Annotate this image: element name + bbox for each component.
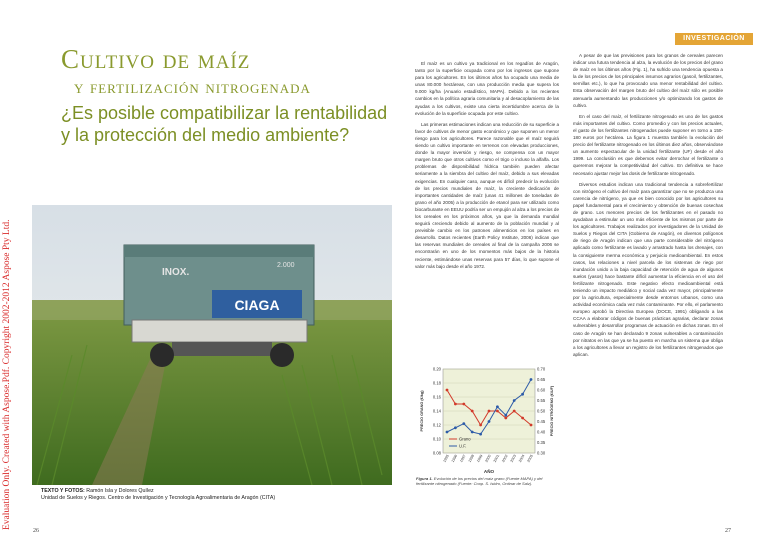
data-point <box>513 410 516 413</box>
figure-label: Figura 1. <box>416 476 433 481</box>
legend-label-grano: Grano <box>459 436 471 442</box>
data-point <box>504 417 507 420</box>
data-point <box>471 431 474 434</box>
data-point <box>513 399 516 402</box>
section-tag: INVESTIGACIÓN <box>675 33 753 45</box>
y-tick-left: 0.12 <box>432 422 441 428</box>
data-point <box>446 431 449 434</box>
y-tick-left: 0.14 <box>432 408 441 414</box>
x-axis-label: AÑO <box>483 469 495 474</box>
spreader-machine <box>124 245 314 367</box>
credit-label: TEXTO Y FOTOS: <box>41 488 85 494</box>
spreader-brand: CIAGA <box>234 297 280 313</box>
figure-caption-text: Evolución de los precios del maíz grano (Fuente MAPA) y del fertilizante nitrogenado (Fuente: Coop. S. Isidro, Ontinar de Salz). <box>416 476 543 487</box>
data-point <box>530 378 533 381</box>
data-point <box>479 433 482 436</box>
y-tick-right: 0.55 <box>537 398 546 403</box>
field-photo <box>32 205 392 485</box>
figure-caption <box>416 476 561 487</box>
y-tick-right: 0.30 <box>537 450 546 456</box>
y-tick-left: 0.20 <box>432 366 441 372</box>
x-tick: 2004 <box>518 454 526 463</box>
data-point <box>496 405 499 408</box>
data-point <box>530 424 533 427</box>
y-tick-right: 0.45 <box>537 419 546 424</box>
data-point <box>454 403 457 406</box>
x-tick: 2001 <box>492 454 501 463</box>
data-point <box>479 424 482 427</box>
x-tick: 2005 <box>526 454 534 463</box>
price-chart <box>417 361 557 476</box>
data-point <box>462 422 465 425</box>
data-point <box>471 410 474 413</box>
page-number-left: 26 <box>33 528 39 534</box>
x-tick: 2000 <box>484 454 492 463</box>
photo-credit <box>41 488 275 502</box>
text-column-2 <box>573 52 723 362</box>
paragraph: Las primeras estimaciones indican una reducción de su superficie a favor de cultivos de menor gasto económico y que suponen un menor riesgo para los agricultores. Parece razonable que el maíz seguirá siendo un cultivo importante en terrenos con elevadas producciones, donde la mayor inversión y riesgo, se compensa con un mayor margen bruto que otros cultivos como el trigo o incluso la alfalfa. Los problemas de disponibilidad hídrica también pueden afectar seriamente a la siembra del cultivo del maíz, debido a sus elevadas exigencias. En cualquier caso, aunque es difícil predecir la evolución de los precios mundiales de maíz, la creciente dedicación de importantes cantidades de maíz (unas 41 millones de toneladas de grano el año 2005) a la producción de etanol para ser utilizado como biocarburante en EEUU podría ser un empujón al alza a los precios de los cereales en los próximos años, ya que la demanda mundial seguirá creciendo debido al aumento de la población mundial y al previsible cambio en los patrones alimenticios en los países en desarrollo. Datos recientes (Earth Policy Institute, 2006) indican que las reservas mundiales de cereales al final de la campaña 2006 se encontrarán en uno de los momentos más bajos de la historia reciente, estimándose unas reservas para 57 días, lo que supone el valor más bajo desde el año 1972. <box>415 121 559 269</box>
y-tick-left: 0.16 <box>432 394 441 400</box>
x-tick: 1996 <box>450 454 459 463</box>
y-tick-left: 0.08 <box>432 450 441 456</box>
y-tick-right: 0.70 <box>537 366 546 372</box>
y-tick-right: 0.60 <box>537 387 546 393</box>
y-axis-label-left: PRECIO GRANO (€/kg) <box>420 390 424 432</box>
credit-affiliation: Unidad de Suelos y Riegos. Centro de Investigación y Tecnología Agroalimentaria de Aragón (CITA) <box>41 495 276 501</box>
text-column-1 <box>415 60 559 274</box>
y-tick-left: 0.10 <box>432 436 441 442</box>
article-subtitle: y fertilización nitrogenada <box>74 78 311 98</box>
article-question: ¿Es posible compatibilizar la rentabilidad y la protección del medio ambiente? <box>61 103 388 145</box>
legend-label-uf: U.F. <box>459 443 467 449</box>
data-point <box>446 389 449 392</box>
paragraph: En el caso del maíz, el fertilizante nitrogenado es uno de los gastos más importantes del cultivo. Como promedio y con los precios actuales, el gasto de los fertilizantes nitrogenados puede suponer en torno a 150-180 euros por hectárea. La figura 1 muestra también la evolución del precio del fertilizante nitrogenado en los últimos diez años, observándose un aumento espectacular de la unidad fertilizante (UF) desde el año 1999. La conclusión es que debemos evitar derrochar el fertilizante o queremos mejorar la competitividad del cultivo. En definitiva se hace necesario ajustar mejor las dosis de fertilizante nitrogenado. <box>573 113 723 176</box>
x-tick: 1999 <box>476 454 484 463</box>
data-point <box>454 426 457 429</box>
data-point <box>488 410 491 413</box>
data-point <box>488 420 491 423</box>
data-point <box>504 414 507 417</box>
x-tick: 2003 <box>509 454 518 463</box>
y-tick-right: 0.40 <box>537 429 546 435</box>
x-tick: 1995 <box>442 454 450 463</box>
x-tick: 1997 <box>459 454 467 463</box>
y-tick-right: 0.65 <box>537 377 546 382</box>
page-number-right: 27 <box>725 528 731 534</box>
y-axis-label-right: PRECIO NITRÓGENO (€/UF) <box>550 385 554 437</box>
data-point <box>496 410 499 413</box>
paragraph: A pesar de que las previsiones para los granos de cereales parecen indicar una futura tendencia al alza, la evolución de los precios del grano de maíz en los últimos años (Fig. 1), ha sufrido una tendencia opuesta a la de los precios de los principales insumos agrarios (gasoil, fertilizantes, semillas etc.), lo que ha provocado una menor rentabilidad del cultivo. Esta observación del margen bruto del cultivo del maíz sólo es posible atenuarla aumentando las producciones y/o optimizando los gastos de cultivo. <box>573 53 723 108</box>
paragraph: Diversos estudios indican una tradicional tendencia a sobrefertilizar con nitrógeno el cultivo del maíz para garantizar que no se produzca una carencia de nitrógeno, ya que es bien conocido por los agricultores su papel fundamental para el crecimiento y obtención de buenas cosechas de grano. Los menores precios de los fertilizantes en el pasado no ayudaban a estimular un uso más eficiente de los mismos por parte de los agricultores. Trabajos realizados por investigadores de la Unidad de Suelos y Riegos del CITA (Gobierno de Aragón), en diversos polígonos de riego de Aragón indican que una parte considerable del nitrógeno aplicado como fertilizante es lavado y arrastrado hasta los drenajes, con la consiguiente merma económica y perjuicio medioambiental. En estos casos, las relaciones a nivel parcela de los sistemas de riego por inundación unido a la baja capacidad de retención de agua de algunos suelos (yasos) hace bastante difícil aumentar la eficiencia en el uso del fertilizante nitrogenado. Este negativo efecto medioambiental está teniendo un impacto mediático y social cada vez mayor, principalmente por la agricultura, especialmente desde entornos urbanos, como una actividad económica cada vez más contaminante. Por ello, el parlamento europeo aprobó la Directiva Europea (DOCE, 1991) obligando a las CCAA a elaborar códigos de buenas prácticas agrarias, declarar zonas vulnerables y desarrollar programas de actuación en dichas zonas. En el caso de Aragón se han declarado 9 zonas vulnerables a contaminación por nitratos en las que ya se ha puesto en marcha un sistema que obliga a los agricultores a llevar un registro de los fertilizantes nitrogenados que aplican. <box>573 181 723 357</box>
data-point <box>462 403 465 406</box>
paragraph: El maíz es un cultivo ya tradicional en los regadíos de Aragón, tanto por la superficie ocupada como por los ingresos que supone para los agricultores. En los últimos años ha ocupado una media de unas 80.000 hectáreas, con una producción media que supera los 9.000 kg/ha (Anuario estadístico, MAPA). Debido a los recientes cambios en la política agraria comunitaria y al desacoplamiento de las ayudas a los cultivos, existe una cierta incertidumbre acerca de la evolución de la superficie ocupada por este cultivo. <box>415 61 559 116</box>
spreader-plate: 2.000 <box>277 262 295 269</box>
y-tick-right: 0.35 <box>537 440 546 445</box>
y-tick-left: 0.18 <box>432 380 441 386</box>
spreader-label: INOX. <box>162 267 190 278</box>
data-point <box>521 393 524 396</box>
x-tick: 2002 <box>501 454 509 463</box>
article-title: Cultivo de maíz <box>61 44 251 74</box>
y-tick-right: 0.50 <box>537 408 546 414</box>
watermark: Evaluation Only. Created with Aspose.Pdf. Copyright 2002-2012 Aspose Pty Ltd. <box>2 219 12 530</box>
data-point <box>521 417 524 420</box>
credit-authors: Ramón Isla y Dolores Quílez <box>86 488 154 494</box>
x-tick: 1998 <box>467 454 476 463</box>
